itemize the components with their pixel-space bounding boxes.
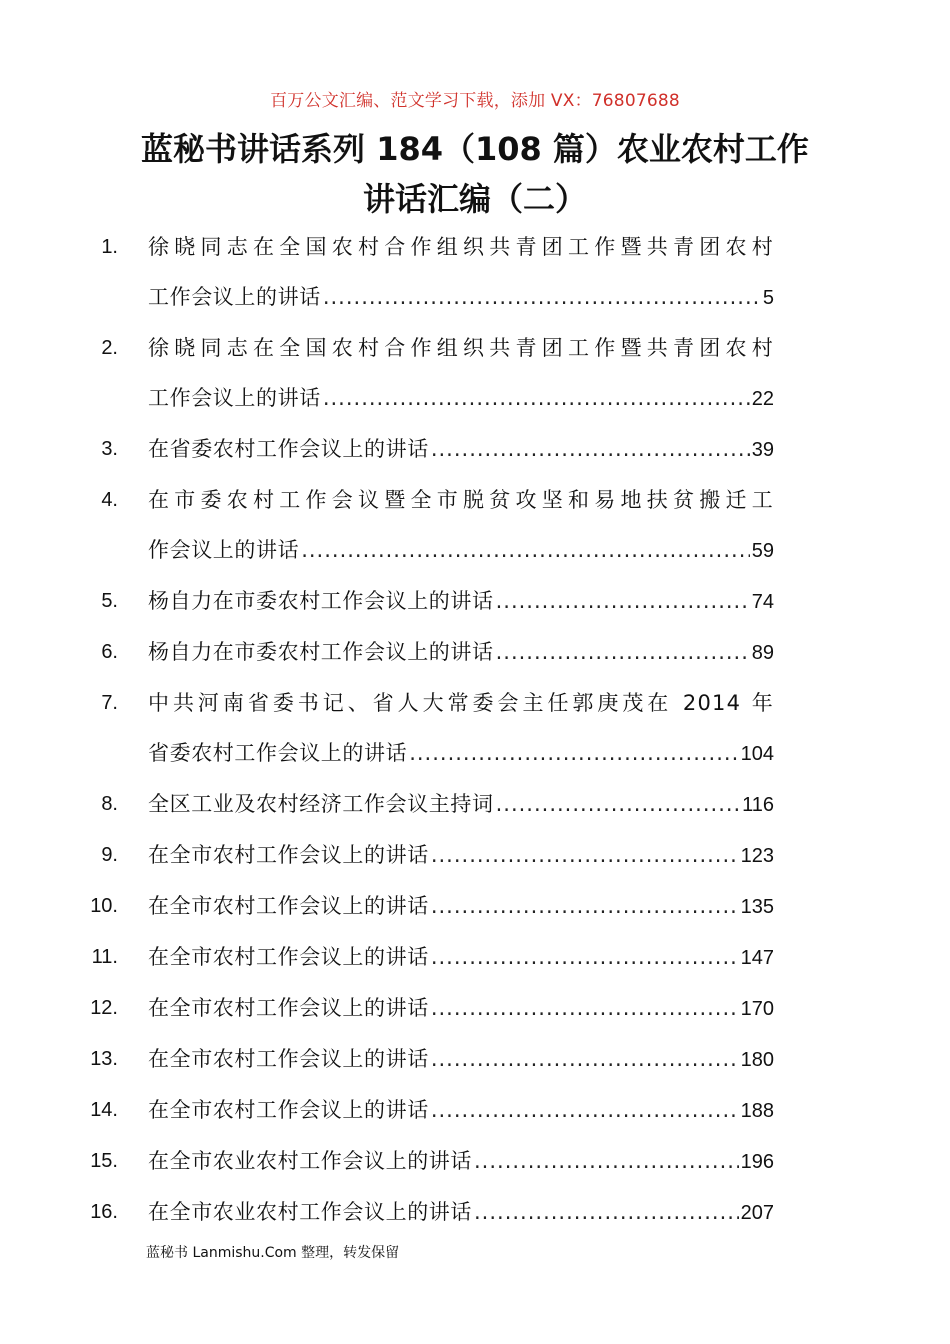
- toc-entry-body: [148, 932, 774, 983]
- toc-entry-title: 在全市农村工作会议上的讲话: [148, 996, 429, 1020]
- toc-page-number: 180: [740, 1049, 774, 1071]
- promo-banner: 百万公文汇编、范文学习下载，添加 VX：76807688: [270, 91, 680, 111]
- toc-entry-number: 12.: [90, 997, 118, 1019]
- toc-entry-title: 工作会议上的讲话: [148, 285, 321, 309]
- toc-entry-title: 杨自力在市委农村工作会议上的讲话: [148, 640, 494, 664]
- toc-page-number: 104: [740, 743, 774, 765]
- toc-page-number: 170: [740, 998, 774, 1020]
- toc-page-number: 116: [742, 794, 774, 816]
- toc-entry-number: 5.: [101, 590, 118, 612]
- toc-entry-number: 10.: [90, 895, 118, 917]
- toc-leader-dots: [431, 983, 739, 1033]
- toc-leader-dots: [496, 576, 750, 626]
- toc-page-number: 135: [740, 896, 774, 918]
- toc-entry-title-line: [148, 1085, 774, 1136]
- toc-entry-title: 作会议上的讲话: [148, 538, 300, 562]
- toc-entry-title: 在全市农村工作会议上的讲话: [148, 843, 429, 867]
- toc-entry-title-line: [148, 576, 774, 627]
- toc-entry-body: [148, 627, 774, 678]
- toc-entry-number: 11.: [91, 946, 118, 968]
- toc-entry-number: 15.: [90, 1150, 118, 1172]
- toc-entry-body: [148, 983, 774, 1034]
- toc-leader-dots: [474, 1136, 739, 1186]
- toc-leader-dots: [301, 525, 750, 575]
- toc-entry-body: [148, 1136, 774, 1187]
- toc-entry-body: [148, 881, 774, 932]
- toc-entry-title: 在全市农村工作会议上的讲话: [148, 1047, 429, 1071]
- toc-entry-title-line: [148, 728, 774, 779]
- toc-entry-title-line: [148, 424, 774, 475]
- toc-entry[interactable]: [0, 323, 950, 424]
- toc-leader-dots: [474, 1187, 739, 1237]
- toc-entry-body: [148, 323, 774, 424]
- toc-page-number: 39: [751, 439, 774, 461]
- toc-entry-title: 在全市农村工作会议上的讲话: [148, 945, 429, 969]
- toc-leader-dots: [496, 779, 741, 829]
- toc-page-number: 207: [740, 1202, 774, 1224]
- toc-entry-body: [148, 1085, 774, 1136]
- toc-page-number: 74: [751, 591, 774, 613]
- toc-entry[interactable]: [0, 576, 950, 627]
- toc-entry[interactable]: [0, 1085, 950, 1136]
- toc-page-number: 147: [740, 947, 774, 969]
- toc-entry[interactable]: [0, 830, 950, 881]
- toc-leader-dots: [431, 1034, 739, 1084]
- toc-entry[interactable]: [0, 627, 950, 678]
- toc-leader-dots: [431, 424, 750, 474]
- toc-entry-title-line1: 中共河南省委书记、省人大常委会主任郭庚茂在 2014 年: [148, 691, 774, 715]
- toc-entry[interactable]: [0, 222, 950, 323]
- toc-entry-title-line: [148, 1034, 774, 1085]
- toc-entry-title: 在省委农村工作会议上的讲话: [148, 437, 429, 461]
- toc-entry-title: 全区工业及农村经济工作会议主持词: [148, 792, 494, 816]
- toc-entry-body: [148, 1034, 774, 1085]
- toc-entry-title-line1: 徐晓同志在全国农村合作组织共青团工作暨共青团农村: [148, 336, 774, 360]
- table-of-contents: [0, 222, 950, 1238]
- toc-entry-title-line1: 在市委农村工作会议暨全市脱贫攻坚和易地扶贫搬迁工: [148, 488, 774, 512]
- toc-entry-number: 4.: [101, 489, 118, 511]
- toc-entry-body: [148, 475, 774, 576]
- toc-entry[interactable]: [0, 678, 950, 779]
- toc-entry-body: [148, 678, 774, 779]
- toc-page-number: 59: [751, 540, 774, 562]
- toc-page-number: 5: [762, 287, 774, 309]
- toc-entry[interactable]: [0, 881, 950, 932]
- toc-entry-body: [148, 830, 774, 881]
- toc-entry-title-line: [148, 779, 774, 830]
- toc-leader-dots: [431, 1085, 739, 1135]
- toc-entry[interactable]: [0, 779, 950, 830]
- toc-page-number: 123: [740, 845, 774, 867]
- toc-entry-title-line: [148, 932, 774, 983]
- toc-entry[interactable]: [0, 1136, 950, 1187]
- toc-page-number: 22: [751, 388, 774, 410]
- footer-credit: 蓝秘书 Lanmishu.Com 整理，转发保留: [146, 1245, 400, 1261]
- toc-page-number: 188: [740, 1100, 774, 1122]
- toc-entry-number: 7.: [101, 692, 118, 714]
- toc-entry-body: [148, 222, 774, 323]
- toc-entry-body: [148, 779, 774, 830]
- toc-entry-title-line: [148, 830, 774, 881]
- toc-entry-number: 9.: [101, 844, 118, 866]
- toc-entry-title-line: [148, 881, 774, 932]
- toc-leader-dots: [431, 830, 739, 880]
- toc-entry-title: 在全市农村工作会议上的讲话: [148, 894, 429, 918]
- toc-entry-number: 13.: [90, 1048, 118, 1070]
- toc-entry[interactable]: [0, 1187, 950, 1238]
- toc-entry-title-line: [148, 983, 774, 1034]
- toc-entry-title: 在全市农业农村工作会议上的讲话: [148, 1149, 472, 1173]
- toc-entry[interactable]: [0, 1034, 950, 1085]
- toc-entry-title-line: [148, 1187, 774, 1238]
- toc-entry-title: 在全市农业农村工作会议上的讲话: [148, 1200, 472, 1224]
- toc-entry-body: [148, 424, 774, 475]
- toc-page-number: 196: [740, 1151, 774, 1173]
- toc-page-number: 89: [751, 642, 774, 664]
- toc-leader-dots: [431, 932, 739, 982]
- toc-entry-number: 3.: [101, 438, 118, 460]
- toc-entry[interactable]: [0, 424, 950, 475]
- toc-entry-number: 6.: [101, 641, 118, 663]
- document-title: 蓝秘书讲话系列 184（108 篇）农业农村工作讲话汇编（二）: [141, 130, 809, 218]
- toc-entry-title-line1: 徐晓同志在全国农村合作组织共青团工作暨共青团农村: [148, 235, 774, 259]
- toc-entry-number: 1.: [101, 236, 118, 258]
- toc-entry-number: 2.: [101, 337, 118, 359]
- toc-entry-title: 在全市农村工作会议上的讲话: [148, 1098, 429, 1122]
- toc-leader-dots: [409, 728, 738, 778]
- toc-entry-title: 工作会议上的讲话: [148, 386, 321, 410]
- toc-leader-dots: [431, 881, 739, 931]
- toc-entry[interactable]: [0, 983, 950, 1034]
- toc-entry-title-line: [148, 373, 774, 424]
- toc-entry-title-line: [148, 525, 774, 576]
- toc-entry-number: 14.: [90, 1099, 118, 1121]
- toc-entry-title: 省委农村工作会议上的讲话: [148, 741, 408, 765]
- toc-leader-dots: [323, 272, 761, 322]
- toc-entry[interactable]: [0, 932, 950, 983]
- toc-entry-title-line: [148, 272, 774, 323]
- toc-entry-title-line: [148, 627, 774, 678]
- toc-entry-title: 杨自力在市委农村工作会议上的讲话: [148, 589, 494, 613]
- toc-entry-title-line: [148, 1136, 774, 1187]
- toc-entry-number: 8.: [101, 793, 118, 815]
- toc-leader-dots: [496, 627, 750, 677]
- toc-leader-dots: [323, 373, 750, 423]
- toc-entry[interactable]: [0, 475, 950, 576]
- toc-entry-body: [148, 576, 774, 627]
- toc-entry-body: [148, 1187, 774, 1238]
- toc-entry-number: 16.: [90, 1201, 118, 1223]
